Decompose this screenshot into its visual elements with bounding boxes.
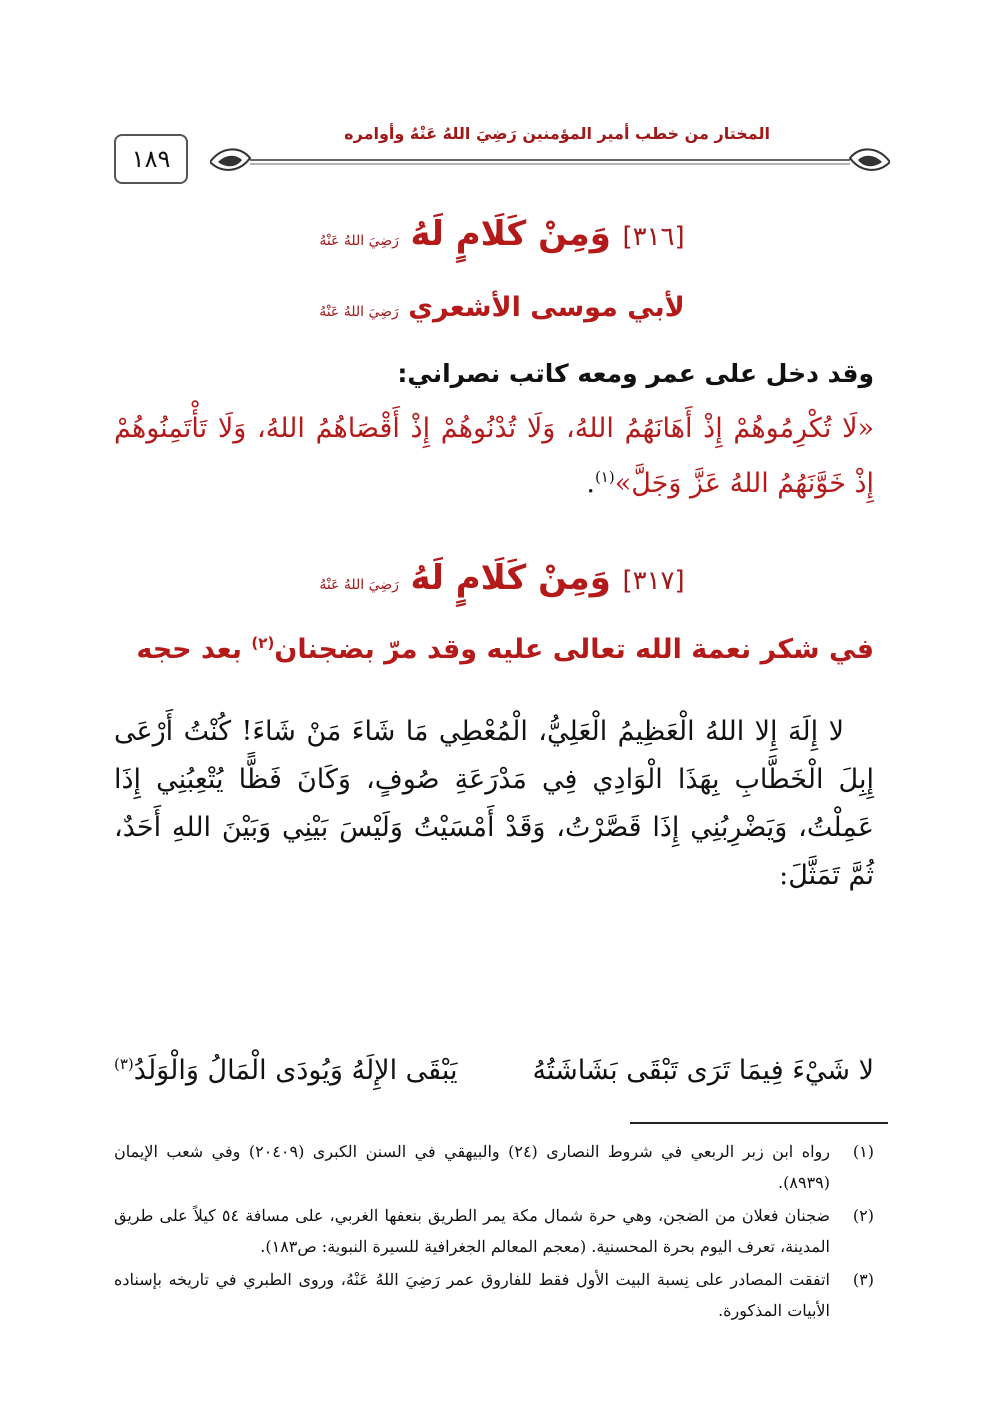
section-number: [٣١٧] <box>622 566 685 596</box>
section-title: وَمِنْ كَلَامٍ لَهُ <box>410 558 611 598</box>
section-heading-317 <box>0 558 1004 598</box>
header-ornament-icon <box>210 140 890 180</box>
footnote-ref: (١) <box>594 468 615 486</box>
verse-first-hemistich: لا شَيْءَ فِيمَا تَرَى تَبْقَى بَشَاشَتُهُ <box>532 1055 874 1086</box>
subtitle-text: لأبي موسى الأشعري <box>408 292 685 323</box>
poem-verse <box>114 1055 874 1086</box>
section-title: وَمِنْ كَلَامٍ لَهُ <box>410 214 611 254</box>
section-heading-316 <box>0 214 1004 254</box>
page-number: ١٨٩ <box>114 134 188 184</box>
subtitle-text-end: بعد حجه <box>136 634 243 665</box>
quote-paragraph <box>114 405 874 508</box>
footnote-item <box>114 1264 874 1326</box>
verse-second-hemistich <box>114 1055 458 1086</box>
footnote-number: (٢) <box>852 1206 874 1225</box>
page-header <box>110 118 890 182</box>
footnotes <box>114 1136 874 1328</box>
footnote-text: رواه ابن زبر الربعي في شروط النصارى (٢٤) والبيهقي في السنن الكبرى (٢٠٤٠٩) وفي شعب الإيمان (٨٩٣٩). <box>114 1142 831 1192</box>
honorific: رَضِيَ اللهُ عَنْهُ <box>319 577 399 593</box>
footnote-item <box>114 1200 874 1262</box>
footnote-ref: (٣) <box>114 1055 134 1073</box>
intro-line: وقد دخل على عمر ومعه كاتب نصراني: <box>397 359 874 388</box>
running-title: المختار من خطب أمير المؤمنين رَضِيَ اللهُ عَنْهُ وأوامره <box>344 124 770 143</box>
footnote-text: اتفقت المصادر على نِسبة البيت الأول فقط للفاروق عمر رَضِيَ اللهُ عَنْهُ، وروى الطبري في تاريخه بإسناده الأبيات المذكورة. <box>114 1270 830 1320</box>
footnote-ref: (٢) <box>251 634 275 652</box>
footnote-number: (١) <box>852 1142 874 1161</box>
quote-end: . <box>586 468 595 499</box>
section-subtitle <box>0 292 1004 323</box>
section-subtitle <box>114 634 874 665</box>
footnote-text: ضجنان فعلان من الضجن، وهي حرة شمال مكة يمر الطريق بنعفها الغربي، على مسافة ٥٤ كيلاً على طريق المدينة، تعرف اليوم بحرة المحسنية. (معجم المعالم الجغرافية للسيرة النبوية: ص١٨٣). <box>114 1206 830 1256</box>
honorific: رَضِيَ اللهُ عَنْهُ <box>319 233 399 249</box>
verse-second-text: يَبْقَى الإِلَهُ وَيُودَى الْمَالُ وَالْوَلَدُ <box>133 1055 458 1086</box>
subtitle-text: في شكر نعمة الله تعالى عليه وقد مرّ بضجنان <box>274 634 874 665</box>
footnote-item <box>114 1136 874 1198</box>
footnote-divider <box>630 1122 888 1124</box>
subtitle-honorific: رَضِيَ اللهُ عَنْهُ <box>319 304 399 320</box>
speech-paragraph: لا إِلَهَ إِلا اللهُ الْعَظِيمُ الْعَلِيُّ، الْمُعْطِي مَا شَاءَ مَنْ شَاءَ! كُنْتُ أَرْعَى إِبِلَ الْخَطَّابِ بِهَذَا الْوَادِي فِي مَدْرَعَةِ صُوفٍ، وَكَانَ فَظًّا يُتْعِبُنِي إِذَا عَمِلْتُ، وَيَضْرِبُنِي إِذَا قَصَّرْتُ، وَقَدْ أَمْسَيْتُ وَلَيْسَ بَيْنِي وَبَيْنَ اللهِ أَحَدٌ، ثُمَّ تَمَثَّلَ: <box>114 716 874 891</box>
quote-text: «لَا تُكْرِمُوهُمْ إِذْ أَهَانَهُمُ اللهُ، وَلَا تُدْنُوهُمْ إِذْ أَقْصَاهُمُ اللهُ، وَلَا تَأْتَمِنُوهُمْ إِذْ خَوَّنَهُمُ اللهُ عَزَّ وَجَلَّ» <box>114 413 874 499</box>
footnote-number: (٣) <box>852 1270 874 1289</box>
section-number: [٣١٦] <box>622 222 685 252</box>
